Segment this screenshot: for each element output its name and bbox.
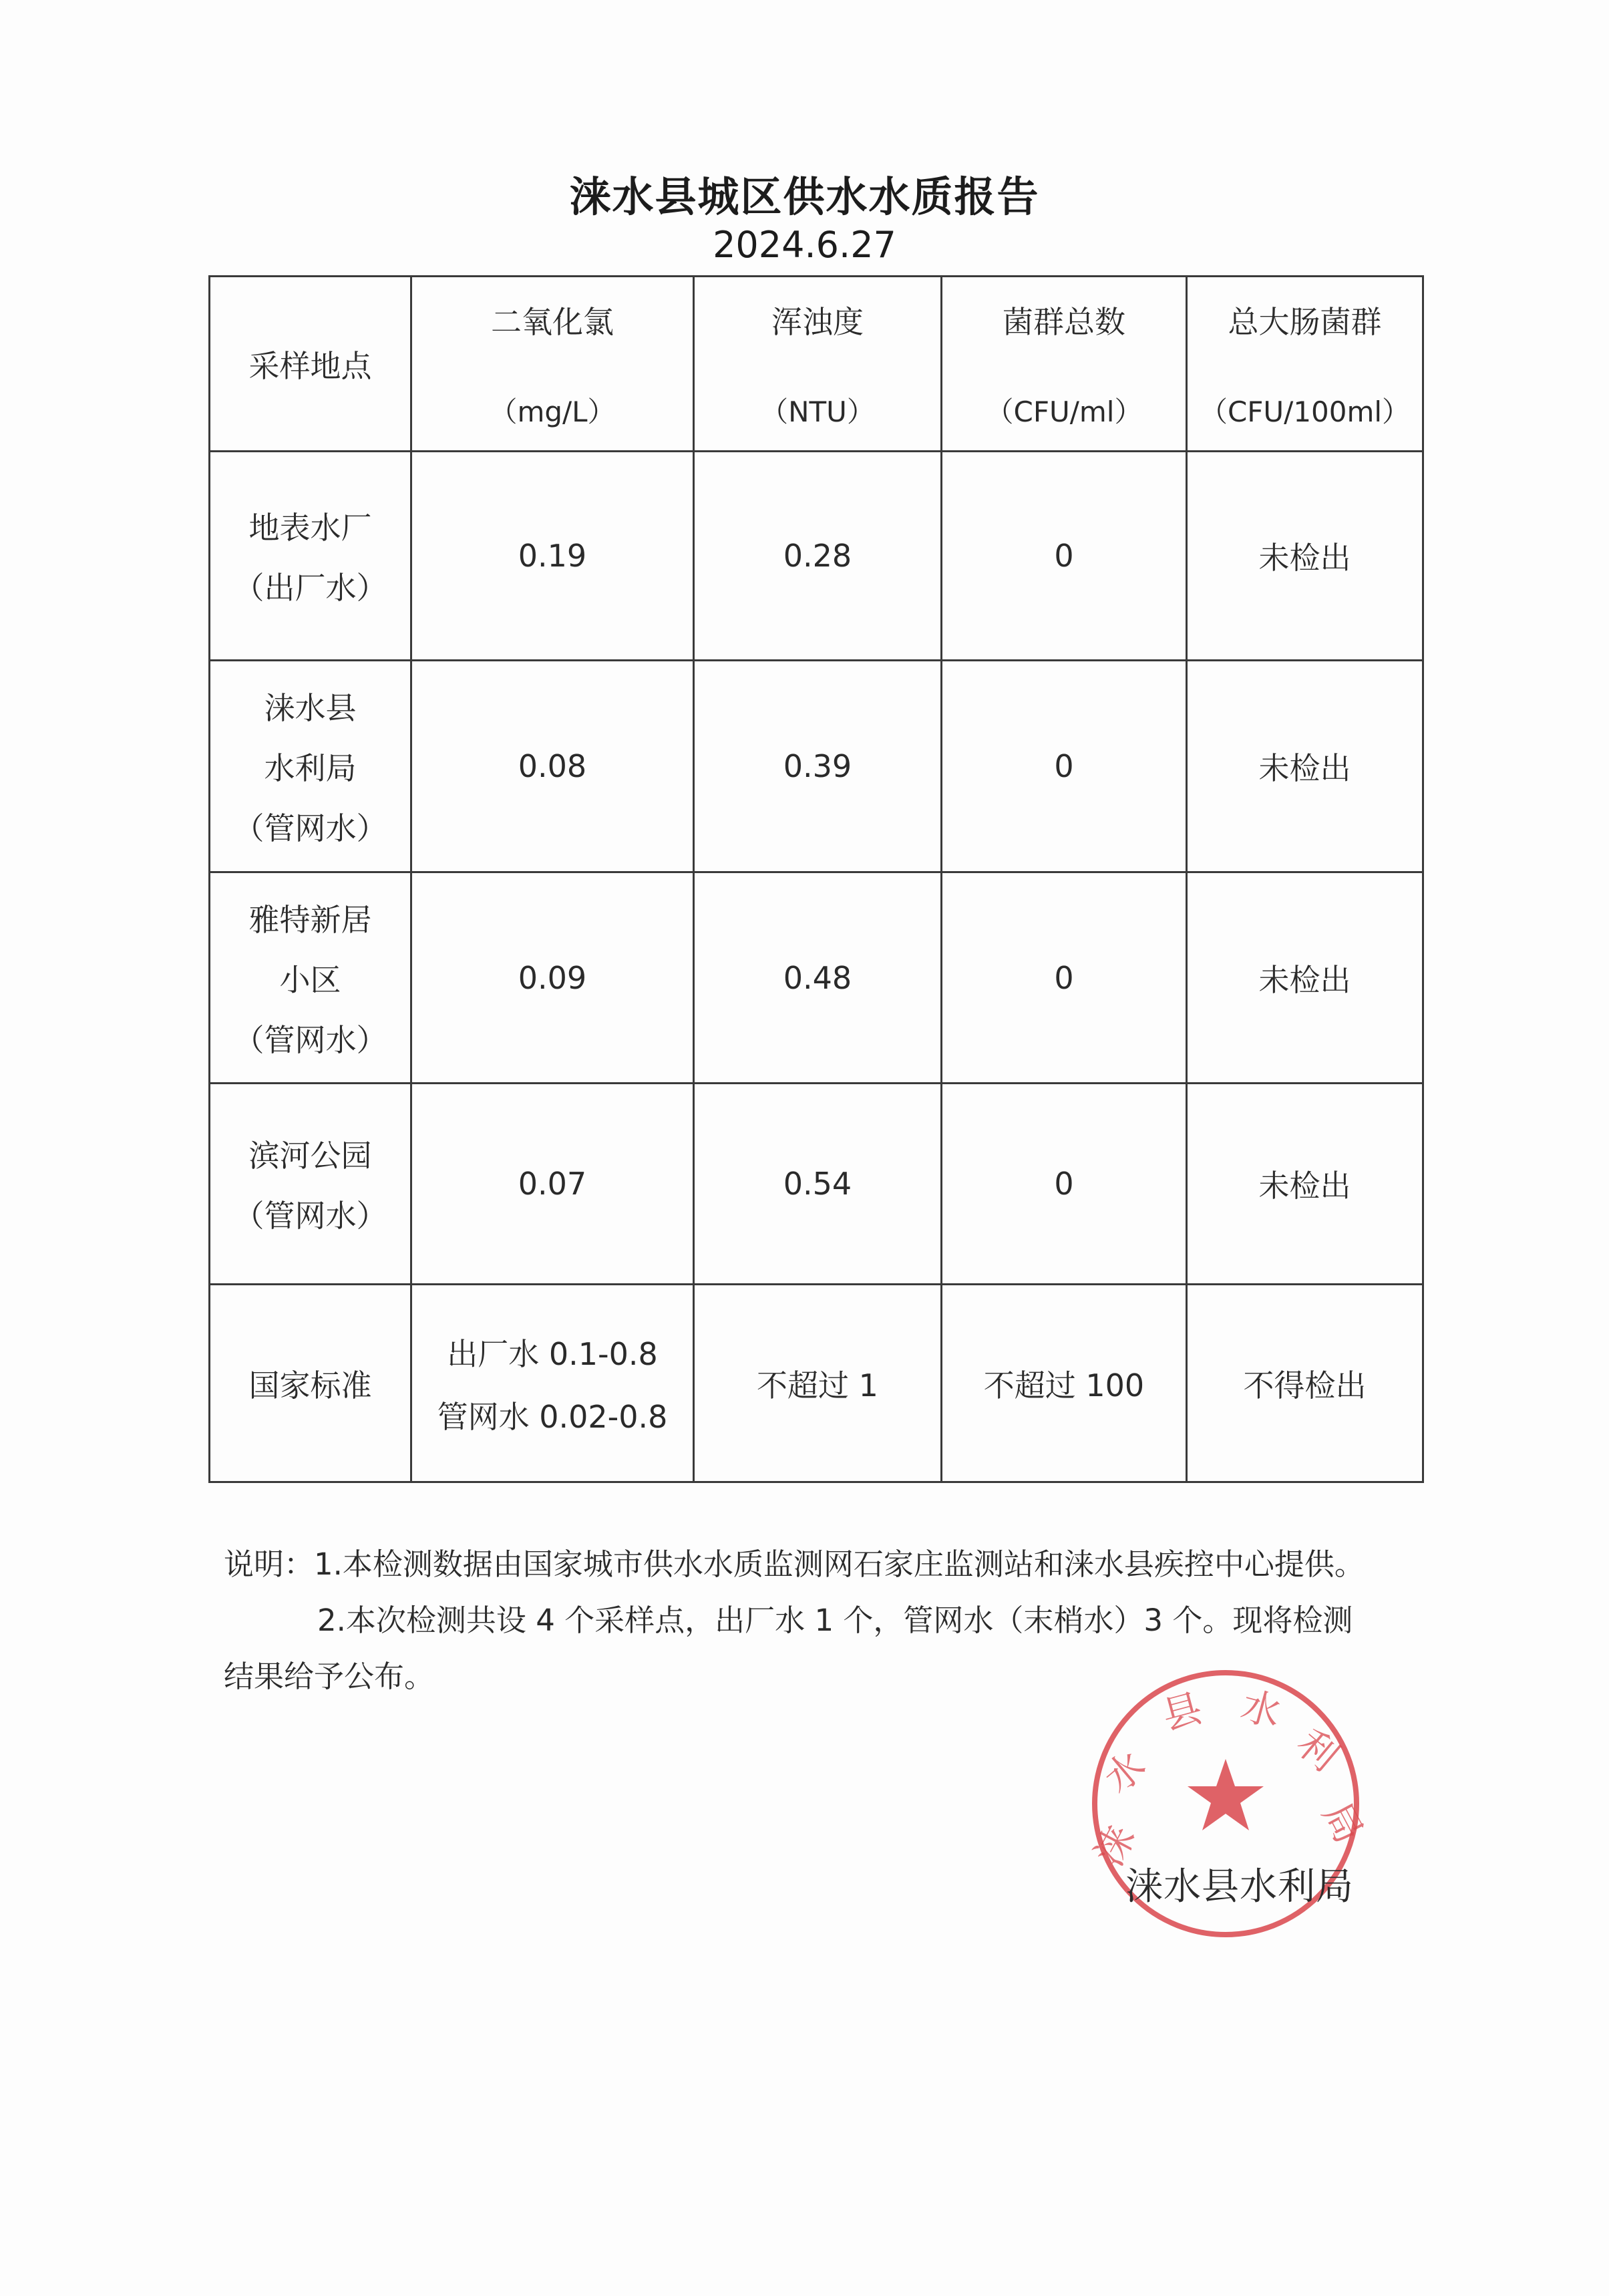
header-chlorine-dioxide-unit: （mg/L） bbox=[489, 395, 616, 428]
total-bacteria-value: 0 bbox=[942, 661, 1187, 872]
site-line: （出厂水） bbox=[233, 570, 387, 606]
turbidity-value: 0.28 bbox=[694, 452, 942, 661]
standard-label: 国家标准 bbox=[210, 1285, 411, 1482]
total-bacteria-value: 0 bbox=[942, 452, 1187, 661]
header-chlorine-dioxide-label: 二氧化氯 bbox=[491, 303, 614, 340]
header-turbidity-label: 浑浊度 bbox=[771, 303, 864, 340]
turbidity-value: 0.54 bbox=[694, 1084, 942, 1285]
header-turbidity bbox=[694, 277, 942, 452]
total-bacteria-value: 0 bbox=[942, 1084, 1187, 1285]
table-row bbox=[210, 872, 1423, 1084]
note-2: 2.本次检测共设 4 个采样点，出厂水 1 个，管网水（末梢水）3 个。现将检测结果给予公布。 bbox=[224, 1603, 1353, 1694]
coliforms-value: 未检出 bbox=[1187, 661, 1423, 872]
svg-text:县: 县 bbox=[1157, 1685, 1207, 1740]
svg-text:涞: 涞 bbox=[1085, 1818, 1144, 1874]
seal-star-icon bbox=[1188, 1759, 1264, 1830]
chlorine-dioxide-value: 0.09 bbox=[411, 872, 694, 1084]
header-turbidity-unit: （NTU） bbox=[760, 395, 875, 428]
header-total-coliforms-unit: （CFU/100ml） bbox=[1199, 395, 1411, 428]
header-total-bacteria bbox=[942, 277, 1187, 452]
chlorine-dioxide-value: 0.08 bbox=[411, 661, 694, 872]
report-date: 2024.6.27 bbox=[713, 224, 896, 266]
header-chlorine-dioxide bbox=[411, 277, 694, 452]
site-line: 小区 bbox=[279, 961, 341, 998]
sampling-site-cell bbox=[210, 452, 411, 661]
site-line: （管网水） bbox=[233, 1021, 387, 1058]
sampling-site-cell bbox=[210, 661, 411, 872]
coliforms-value: 未检出 bbox=[1187, 872, 1423, 1084]
svg-text:局: 局 bbox=[1314, 1795, 1373, 1851]
standard-chlorine-dioxide bbox=[411, 1285, 694, 1482]
coliforms-value: 未检出 bbox=[1187, 452, 1423, 661]
issuer-signature: 涞水县水利局 bbox=[1125, 1865, 1354, 1909]
svg-text:水: 水 bbox=[1095, 1742, 1155, 1802]
site-line: （管网水） bbox=[233, 1198, 387, 1234]
table-row bbox=[210, 661, 1423, 872]
site-line: 地表水厂 bbox=[248, 510, 372, 546]
site-line: 涞水县 bbox=[264, 690, 357, 726]
standard-line: 管网水 0.02-0.8 bbox=[437, 1398, 668, 1435]
site-line: （管网水） bbox=[233, 810, 387, 846]
site-line: 滨河公园 bbox=[248, 1138, 372, 1174]
note-1: 说明：1.本检测数据由国家城市供水水质监测网石家庄监测站和涞水县疾控中心提供。 bbox=[224, 1546, 1365, 1582]
total-bacteria-value: 0 bbox=[942, 872, 1187, 1084]
header-total-bacteria-label: 菌群总数 bbox=[1003, 303, 1125, 340]
header-sampling-site bbox=[210, 277, 411, 452]
chlorine-dioxide-value: 0.07 bbox=[411, 1084, 694, 1285]
standard-total-bacteria: 不超过 100 bbox=[942, 1285, 1187, 1482]
turbidity-value: 0.39 bbox=[694, 661, 942, 872]
svg-text:利: 利 bbox=[1288, 1719, 1347, 1780]
table-row bbox=[210, 452, 1423, 661]
standard-coliforms: 不得检出 bbox=[1187, 1285, 1423, 1482]
turbidity-value: 0.48 bbox=[694, 872, 942, 1084]
coliforms-value: 未检出 bbox=[1187, 1084, 1423, 1285]
header-total-coliforms-label: 总大肠菌群 bbox=[1228, 303, 1382, 340]
report-title: 涞水县城区供水水质报告 bbox=[569, 172, 1040, 221]
svg-text:水: 水 bbox=[1236, 1682, 1286, 1737]
water-quality-table bbox=[208, 275, 1424, 1483]
table-row bbox=[210, 1084, 1423, 1285]
header-total-coliforms bbox=[1187, 277, 1423, 452]
header-sampling-site-label: 采样地点 bbox=[248, 347, 372, 384]
standard-row bbox=[210, 1285, 1423, 1482]
site-line: 水利局 bbox=[264, 750, 357, 786]
standard-line: 出厂水 0.1-0.8 bbox=[447, 1335, 658, 1372]
chlorine-dioxide-value: 0.19 bbox=[411, 452, 694, 661]
header-total-bacteria-unit: （CFU/ml） bbox=[985, 395, 1143, 428]
sampling-site-cell bbox=[210, 1084, 411, 1285]
sampling-site-cell bbox=[210, 872, 411, 1084]
site-line: 雅特新居 bbox=[248, 901, 372, 938]
standard-turbidity: 不超过 1 bbox=[694, 1285, 942, 1482]
table-header-row bbox=[210, 277, 1423, 452]
